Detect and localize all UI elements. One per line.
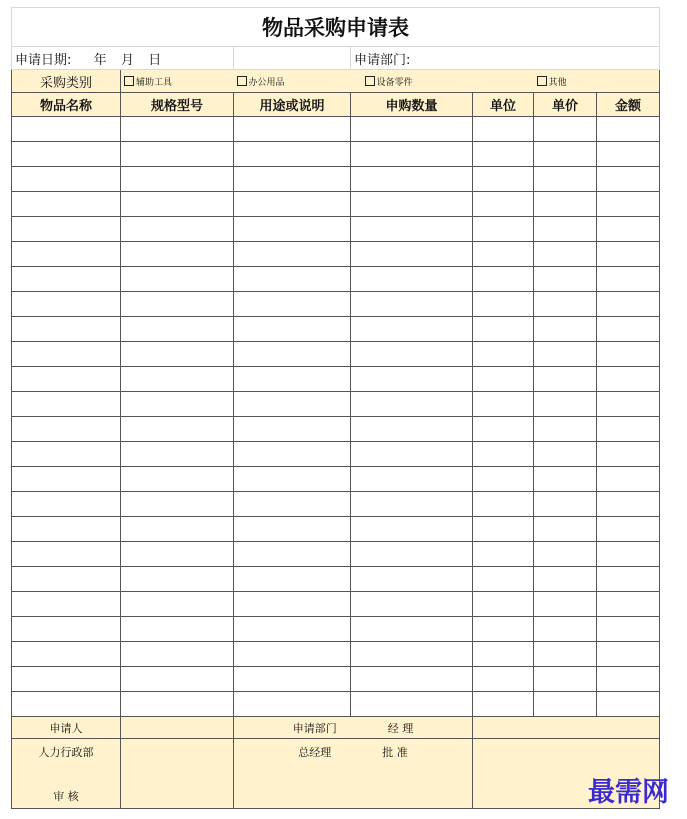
table-cell[interactable] [12,567,121,592]
table-row [12,167,660,192]
table-cell[interactable] [351,442,473,467]
table-cell[interactable] [351,492,473,517]
table-row [12,192,660,217]
category-label: 采购类别 [12,70,121,93]
table-cell[interactable] [121,467,234,492]
checkbox-icon[interactable] [237,76,247,86]
table-cell[interactable] [234,517,351,542]
apply-date-label: 申请日期: [15,52,72,68]
approve-label: 批 准 [382,746,408,759]
column-header-quantity: 申购数量 [351,93,473,117]
purchase-request-form [11,7,659,809]
table-cell[interactable] [12,492,121,517]
hr-signature-cell[interactable] [121,739,234,809]
table-cell[interactable] [234,417,351,442]
table-row [12,667,660,692]
table-cell[interactable] [234,692,351,717]
table-row [12,417,660,442]
table-cell[interactable] [534,692,597,717]
table-row [12,217,660,242]
table-cell[interactable] [121,317,234,342]
table-cell[interactable] [597,242,660,267]
table-cell[interactable] [597,342,660,367]
form-title: 物品采购申请表 [12,8,660,47]
table-cell[interactable] [597,692,660,717]
table-cell[interactable] [473,567,534,592]
table-cell[interactable] [473,692,534,717]
table-row [12,242,660,267]
table-cell[interactable] [597,267,660,292]
table-cell[interactable] [351,167,473,192]
table-cell[interactable] [12,242,121,267]
dept-manager-signature-cell[interactable] [473,717,660,739]
table-cell[interactable] [12,392,121,417]
table-cell[interactable] [121,667,234,692]
table-cell[interactable] [534,642,597,667]
table-cell[interactable] [597,517,660,542]
category-option-spacer [473,70,534,93]
table-cell[interactable] [12,142,121,167]
apply-date-blank[interactable] [234,47,351,70]
table-cell[interactable] [351,517,473,542]
table-cell[interactable] [121,517,234,542]
table-cell[interactable] [121,217,234,242]
table-cell[interactable] [473,267,534,292]
table-cell[interactable] [121,567,234,592]
table-cell[interactable] [597,417,660,442]
applicant-label: 申请人 [12,717,121,739]
table-cell[interactable] [534,667,597,692]
table-cell[interactable] [234,342,351,367]
table-cell[interactable] [121,542,234,567]
category-option-label: 其他 [548,77,567,88]
apply-date-field[interactable] [12,47,234,70]
column-header-unit-price: 单价 [534,93,597,117]
table-cell[interactable] [234,617,351,642]
table-cell[interactable] [351,567,473,592]
table-cell[interactable] [351,242,473,267]
review-label: 审 核 [53,790,79,803]
table-cell[interactable] [234,317,351,342]
table-cell[interactable] [234,492,351,517]
date-month-label: 月 [120,52,134,68]
table-cell[interactable] [12,342,121,367]
column-header-amount: 金额 [597,93,660,117]
table-cell[interactable] [473,442,534,467]
table-cell[interactable] [534,367,597,392]
applicant-signature-cell[interactable] [121,717,234,739]
category-option-label: 办公用品 [248,77,285,88]
table-cell[interactable] [473,142,534,167]
table-row [12,267,660,292]
table-cell[interactable] [534,392,597,417]
table-cell[interactable] [534,342,597,367]
table-cell[interactable] [234,542,351,567]
table-cell[interactable] [121,292,234,317]
table-cell[interactable] [473,242,534,267]
category-option-spacer [597,70,660,93]
table-cell[interactable] [121,592,234,617]
gm-approve-cell[interactable] [234,739,473,809]
table-cell[interactable] [597,317,660,342]
table-cell[interactable] [121,142,234,167]
table-cell[interactable] [351,642,473,667]
table-cell[interactable] [597,592,660,617]
table-cell[interactable] [351,117,473,142]
table-row [12,342,660,367]
table-row [12,542,660,567]
table-cell[interactable] [534,592,597,617]
table-cell[interactable] [534,442,597,467]
table-cell[interactable] [351,467,473,492]
table-row [12,517,660,542]
table-cell[interactable] [597,142,660,167]
table-row [12,692,660,717]
table-cell[interactable] [351,142,473,167]
column-header-unit: 单位 [473,93,534,117]
table-cell[interactable] [473,167,534,192]
table-cell[interactable] [234,267,351,292]
table-cell[interactable] [12,292,121,317]
table-cell[interactable] [121,117,234,142]
table-cell[interactable] [121,392,234,417]
category-option-tools[interactable] [121,70,234,93]
table-cell[interactable] [597,192,660,217]
table-row [12,442,660,467]
table-cell[interactable] [351,292,473,317]
table-row [12,392,660,417]
checkbox-icon[interactable] [124,76,134,86]
table-cell[interactable] [234,467,351,492]
table-cell[interactable] [121,267,234,292]
table-cell[interactable] [234,217,351,242]
table-row [12,142,660,167]
table-cell[interactable] [121,242,234,267]
table-cell[interactable] [121,192,234,217]
apply-dept-footer-label: 申请部门 [292,721,337,735]
column-header-purpose: 用途或说明 [234,93,351,117]
table-cell[interactable] [12,317,121,342]
table-cell[interactable] [534,292,597,317]
table-cell[interactable] [597,467,660,492]
table-cell[interactable] [12,217,121,242]
table-cell[interactable] [473,392,534,417]
table-cell[interactable] [597,492,660,517]
table-cell[interactable] [597,442,660,467]
table-cell[interactable] [12,667,121,692]
table-cell[interactable] [121,442,234,467]
table-cell[interactable] [473,217,534,242]
table-row [12,117,660,142]
table-cell[interactable] [12,617,121,642]
table-cell[interactable] [12,542,121,567]
table-row [12,642,660,667]
table-cell[interactable] [597,167,660,192]
table-row [12,617,660,642]
table-cell[interactable] [473,592,534,617]
table-cell[interactable] [234,592,351,617]
site-watermark: 最需网 [588,777,669,808]
table-cell[interactable] [351,392,473,417]
table-cell[interactable] [597,117,660,142]
table-cell[interactable] [121,492,234,517]
table-cell[interactable] [597,617,660,642]
table-cell[interactable] [534,167,597,192]
category-option-label: 辅助工具 [136,77,173,88]
table-cell[interactable] [121,342,234,367]
table-cell[interactable] [534,567,597,592]
table-cell[interactable] [597,567,660,592]
table-cell[interactable] [597,292,660,317]
table-cell[interactable] [534,267,597,292]
table-cell[interactable] [12,267,121,292]
table-row [12,592,660,617]
table-cell[interactable] [351,192,473,217]
manager-label: 经 理 [387,721,414,735]
table-cell[interactable] [234,167,351,192]
table-cell[interactable] [234,192,351,217]
table-cell[interactable] [597,367,660,392]
table-cell[interactable] [121,692,234,717]
table-cell[interactable] [121,367,234,392]
item-rows [12,117,660,717]
table-cell[interactable] [473,467,534,492]
table-cell[interactable] [234,567,351,592]
date-day-label: 日 [148,52,162,68]
table-cell[interactable] [534,542,597,567]
table-cell[interactable] [473,317,534,342]
table-cell[interactable] [12,467,121,492]
table-cell[interactable] [351,267,473,292]
table-cell[interactable] [473,642,534,667]
table-cell[interactable] [597,392,660,417]
table-cell[interactable] [534,617,597,642]
table-cell[interactable] [534,242,597,267]
table-cell[interactable] [473,192,534,217]
table-cell[interactable] [234,142,351,167]
table-cell[interactable] [534,517,597,542]
table-cell[interactable] [534,192,597,217]
table-cell[interactable] [351,342,473,367]
table-cell[interactable] [234,667,351,692]
table-cell[interactable] [234,392,351,417]
table-cell[interactable] [473,542,534,567]
table-cell[interactable] [473,492,534,517]
apply-dept-label: 申请部门: [354,52,411,68]
table-cell[interactable] [121,167,234,192]
table-cell[interactable] [121,417,234,442]
column-header-spec: 规格型号 [121,93,234,117]
table-row [12,367,660,392]
category-option-other[interactable] [534,70,597,93]
table-cell[interactable] [597,542,660,567]
checkbox-icon[interactable] [365,76,375,86]
table-cell[interactable] [121,642,234,667]
table-cell[interactable] [473,292,534,317]
table-cell[interactable] [597,667,660,692]
table-row [12,467,660,492]
table-cell[interactable] [351,592,473,617]
table-cell[interactable] [534,117,597,142]
table-cell[interactable] [534,492,597,517]
table-cell[interactable] [234,242,351,267]
table-cell[interactable] [473,667,534,692]
table-cell[interactable] [351,617,473,642]
table-cell[interactable] [534,142,597,167]
column-header-item-name: 物品名称 [12,93,121,117]
table-row [12,567,660,592]
category-option-parts[interactable] [351,70,473,93]
table-cell[interactable] [351,692,473,717]
table-cell[interactable] [351,317,473,342]
general-manager-label: 总经理 [298,746,332,759]
table-cell[interactable] [12,642,121,667]
table-cell[interactable] [534,317,597,342]
table-cell[interactable] [597,642,660,667]
table-cell[interactable] [351,542,473,567]
table-cell[interactable] [12,417,121,442]
form-table [11,7,660,809]
table-cell[interactable] [234,442,351,467]
table-cell[interactable] [12,592,121,617]
table-cell[interactable] [534,467,597,492]
table-cell[interactable] [534,217,597,242]
table-cell[interactable] [473,367,534,392]
table-cell[interactable] [234,117,351,142]
category-option-label: 设备零件 [376,77,413,88]
table-cell[interactable] [597,217,660,242]
hr-dept-label: 人力行政部 [38,746,94,759]
table-cell[interactable] [12,167,121,192]
table-cell[interactable] [534,417,597,442]
table-cell[interactable] [121,617,234,642]
table-cell[interactable] [473,117,534,142]
apply-dept-field[interactable] [351,47,660,70]
table-cell[interactable] [473,342,534,367]
table-row [12,292,660,317]
table-cell[interactable] [351,217,473,242]
dept-manager-cell[interactable] [234,717,473,739]
checkbox-icon[interactable] [537,76,547,86]
table-row [12,492,660,517]
table-cell[interactable] [12,367,121,392]
table-cell[interactable] [12,117,121,142]
table-cell[interactable] [351,417,473,442]
table-cell[interactable] [12,517,121,542]
column-header-row [12,93,660,117]
table-cell[interactable] [234,367,351,392]
date-year-label: 年 [93,52,107,68]
table-cell[interactable] [473,517,534,542]
table-cell[interactable] [12,192,121,217]
table-cell[interactable] [234,642,351,667]
table-cell[interactable] [473,617,534,642]
table-cell[interactable] [351,667,473,692]
table-cell[interactable] [351,367,473,392]
table-cell[interactable] [473,417,534,442]
table-row [12,317,660,342]
hr-review-cell [12,739,121,809]
table-cell[interactable] [234,292,351,317]
category-option-office[interactable] [234,70,351,93]
table-cell[interactable] [12,442,121,467]
table-cell[interactable] [12,692,121,717]
